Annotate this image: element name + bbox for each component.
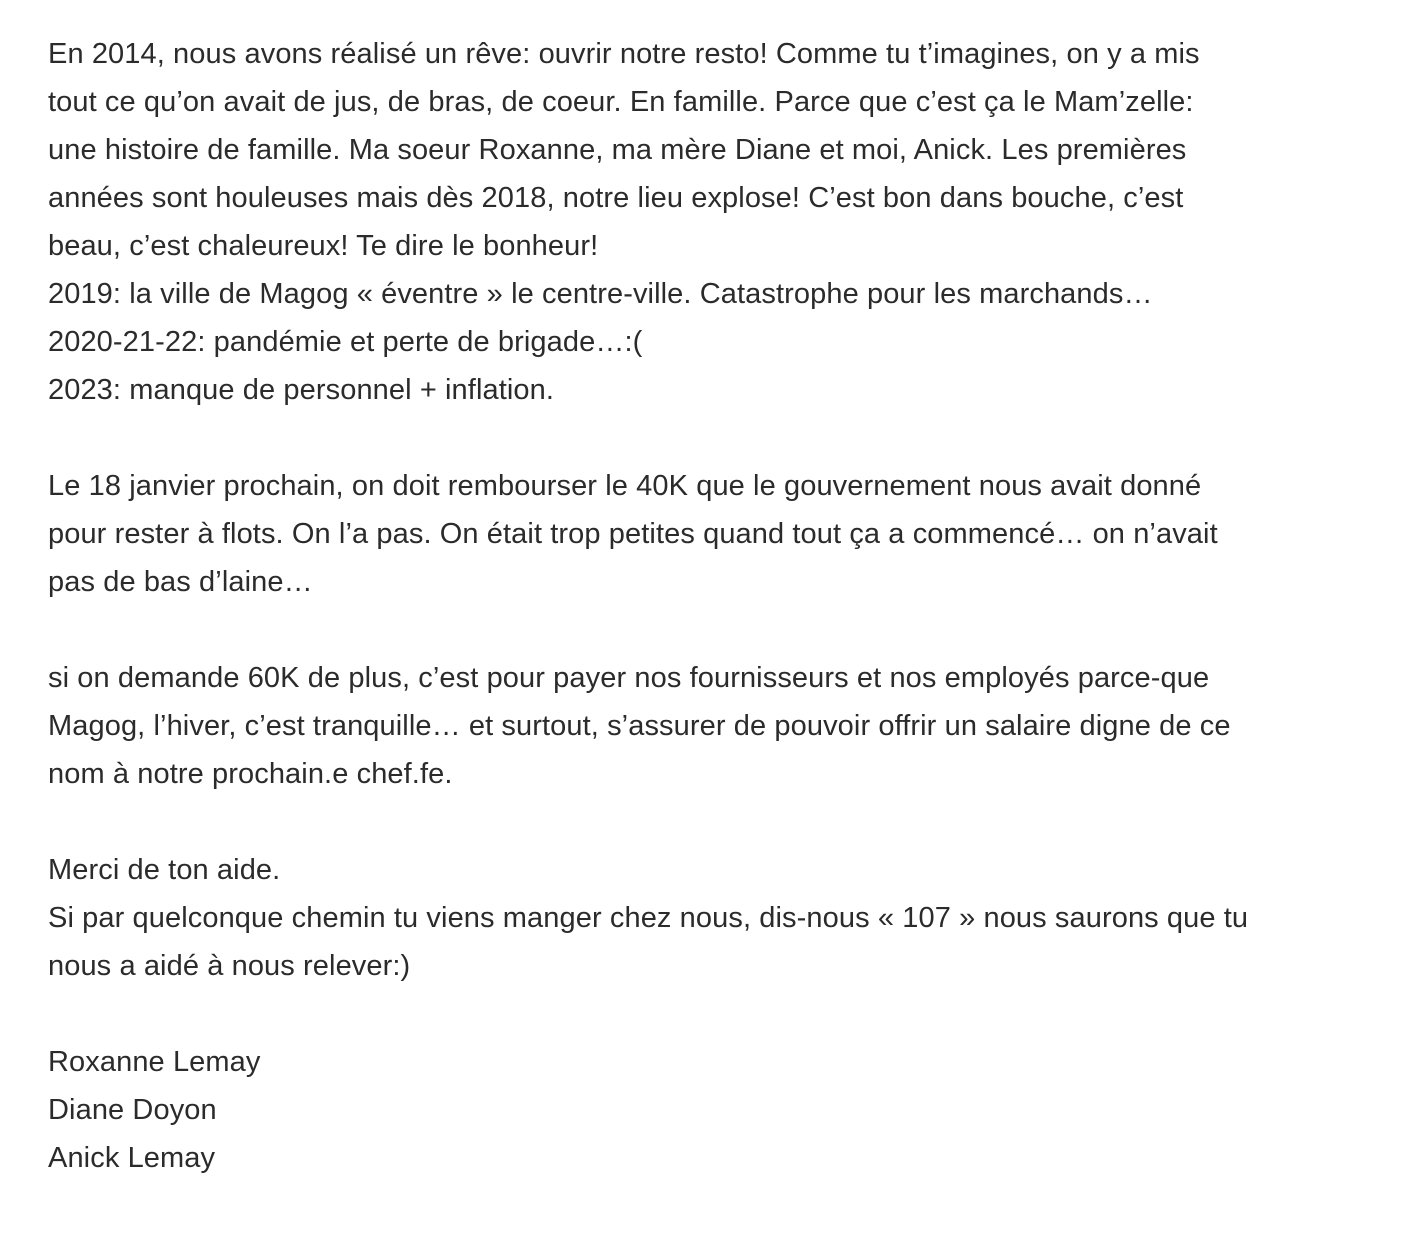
thanks-line: Si par quelconque chemin tu viens manger chez nous, dis-nous « 107 » nous saurons que tu xyxy=(48,902,1249,934)
paragraph-spacer xyxy=(48,414,1378,462)
request-line: si on demande 60K de plus, c’est pour payer nos fournisseurs et nos employés parce-que xyxy=(48,662,1210,694)
timeline-line: 2019: la ville de Magog « éventre » le centre-ville. Catastrophe pour les marchands… xyxy=(48,278,1153,310)
thanks-line: nous a aidé à nous relever:) xyxy=(48,950,411,982)
thanks-line: Merci de ton aide. xyxy=(48,854,281,886)
repayment-line: Le 18 janvier prochain, on doit rembourser le 40K que le gouvernement nous avait donné xyxy=(48,470,1202,502)
story-line: beau, c’est chaleureux! Te dire le bonheur! xyxy=(48,230,599,262)
timeline-line: 2023: manque de personnel + inflation. xyxy=(48,374,555,406)
paragraph-spacer xyxy=(48,990,1378,1038)
paragraph-spacer xyxy=(48,606,1378,654)
story-line: une histoire de famille. Ma soeur Roxanne, ma mère Diane et moi, Anick. Les premières xyxy=(48,134,1187,166)
timeline-line: 2020-21-22: pandémie et perte de brigade…:( xyxy=(48,326,643,358)
repayment-line: pas de bas d’laine… xyxy=(48,566,313,598)
request-line: nom à notre prochain.e chef.fe. xyxy=(48,758,453,790)
request-line: Magog, l’hiver, c’est tranquille… et surtout, s’assurer de pouvoir offrir un salaire digne de ce xyxy=(48,710,1231,742)
story-line: années sont houleuses mais dès 2018, notre lieu explose! C’est bon dans bouche, c’est xyxy=(48,182,1184,214)
repayment-line: pour rester à flots. On l’a pas. On était trop petites quand tout ça a commencé… on n’avait xyxy=(48,518,1218,550)
story-line: En 2014, nous avons réalisé un rêve: ouvrir notre resto! Comme tu t’imagines, on y a mis xyxy=(48,38,1200,70)
signature-name: Diane Doyon xyxy=(48,1094,217,1126)
signature-name: Anick Lemay xyxy=(48,1142,216,1174)
paragraph-spacer xyxy=(48,798,1378,846)
story-line: tout ce qu’on avait de jus, de bras, de coeur. En famille. Parce que c’est ça le Mam’zelle: xyxy=(48,86,1194,118)
story-text xyxy=(48,30,1378,1182)
signature-name: Roxanne Lemay xyxy=(48,1046,261,1078)
